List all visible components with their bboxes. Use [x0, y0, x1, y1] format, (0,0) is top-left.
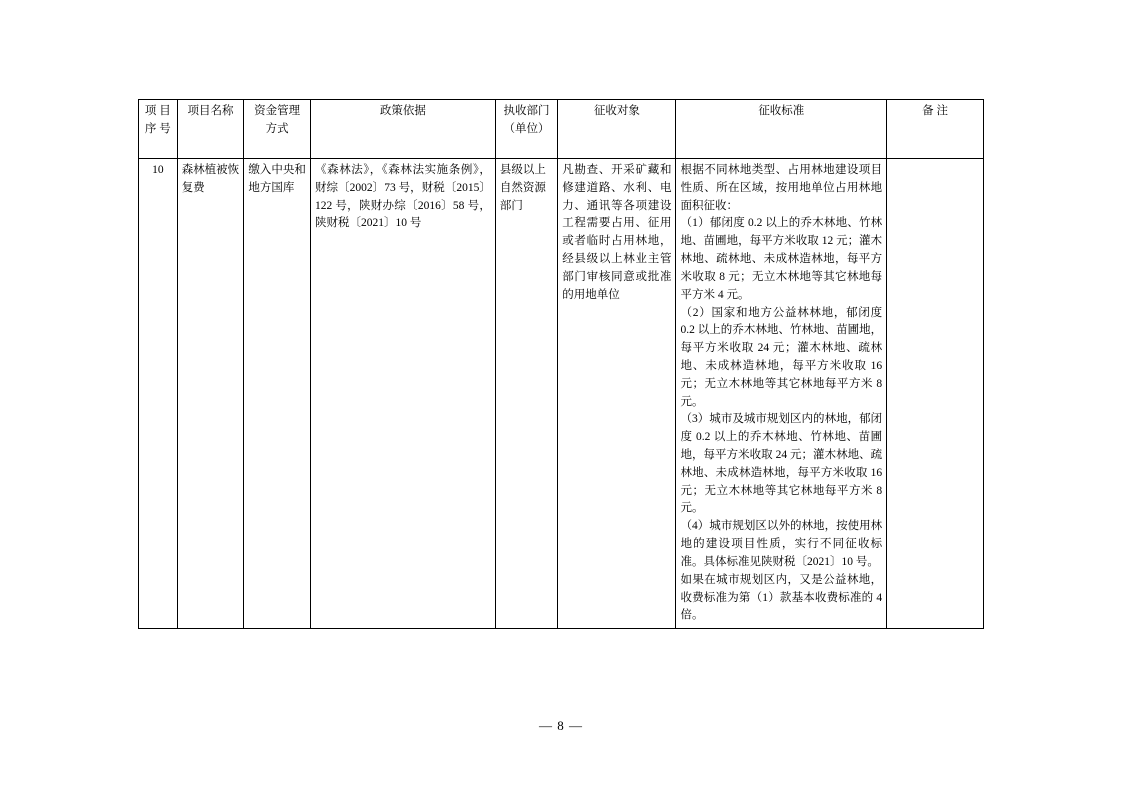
- column-header-serial-line2: 序 号: [144, 122, 171, 135]
- cell-remark: [887, 159, 984, 629]
- column-header-fund-management-line1: 资金管理: [254, 105, 301, 117]
- column-header-project-name: [177, 100, 244, 159]
- cell-collection-standard: [676, 159, 887, 629]
- column-header-collection-standard: [676, 100, 887, 159]
- standard-paragraph: （4）城市规划区以外的林地，按使用林地的建设项目性质，实行不同征收标准。具体标准见陕财税〔2021〕10 号。: [680, 520, 883, 568]
- column-header-collection-object-line1: 征收对象: [593, 105, 640, 117]
- column-header-fund-management-line2: 方式: [265, 122, 289, 135]
- column-header-collecting-department-line1: 执收部门: [503, 105, 550, 117]
- standard-paragraph: （3）城市及城市规划区内的林地，郁闭度 0.2 以上的乔木林地、竹林地、苗圃地，每平方米收取 24 元；灌木林地、疏林地、未成林造林地，每平方米收取 16 元；无立木林地等其它林地每平方米 8 元。: [680, 413, 883, 515]
- standard-paragraph: 根据不同林地类型、占用林地建设项目性质、所在区域，按用地单位占用林地面积征收：: [680, 164, 883, 212]
- cell-serial: 10: [139, 159, 178, 629]
- column-header-fund-management: [244, 100, 311, 159]
- column-header-remark: [887, 100, 984, 159]
- cell-project-name: 森林植被恢复费: [177, 159, 244, 629]
- table-body: [139, 159, 984, 629]
- page-number: — 8 —: [539, 718, 583, 733]
- column-header-remark-line1: 备 注: [922, 105, 949, 117]
- column-header-collection-object: [558, 100, 676, 159]
- column-header-collection-standard-line1: 征收标准: [758, 105, 805, 117]
- cell-fund-management: 缴入中央和地方国库: [244, 159, 311, 629]
- column-header-policy-basis-line1: 政策依据: [379, 105, 426, 117]
- column-header-policy-basis: [310, 100, 495, 159]
- cell-policy-basis: 《森林法》，《森林法实施条例》，财综〔2002〕73 号，财税〔2015〕122 号，陕财办综〔2016〕58 号，陕财税〔2021〕10 号: [310, 159, 495, 629]
- table-row: [139, 159, 984, 629]
- standard-paragraph: 如果在城市规划区内，又是公益林地，收费标准为第（1）款基本收费标准的 4 倍。: [680, 573, 883, 622]
- column-header-serial-line1: 项 目: [144, 105, 171, 117]
- column-header-collecting-department: [495, 100, 557, 159]
- table-header: [139, 100, 984, 159]
- standard-paragraph: （2）国家和地方公益林林地，郁闭度 0.2 以上的乔木林地、竹林地、苗圃地，每平方米收取 24 元；灌木林地、疏林地、未成林造林地，每平方米收取 16 元；无立木林地等其它林地每平方米 8 元。: [680, 306, 883, 408]
- standard-paragraph: （1）郁闭度 0.2 以上的乔木林地、竹林地、苗圃地，每平方米收取 12 元；灌木林地、疏林地、未成林造林地，每平方米收取 8 元；无立木林地等其它林地每平方米 4 元。: [680, 217, 883, 301]
- column-header-project-name-line1: 项目名称: [187, 105, 234, 117]
- table-header-row: [139, 100, 984, 159]
- cell-collection-object: 凡勘查、开采矿藏和修建道路、水利、电力、通讯等各项建设工程需要占用、征用或者临时占用林地，经县级以上林业主管部门审核同意或批准的用地单位: [558, 159, 676, 629]
- cell-collecting-department: 县级以上自然资源部门: [495, 159, 557, 629]
- column-header-collecting-department-line2: （单位）: [503, 122, 550, 135]
- fee-schedule-table: [138, 99, 984, 629]
- column-header-serial: [139, 100, 178, 159]
